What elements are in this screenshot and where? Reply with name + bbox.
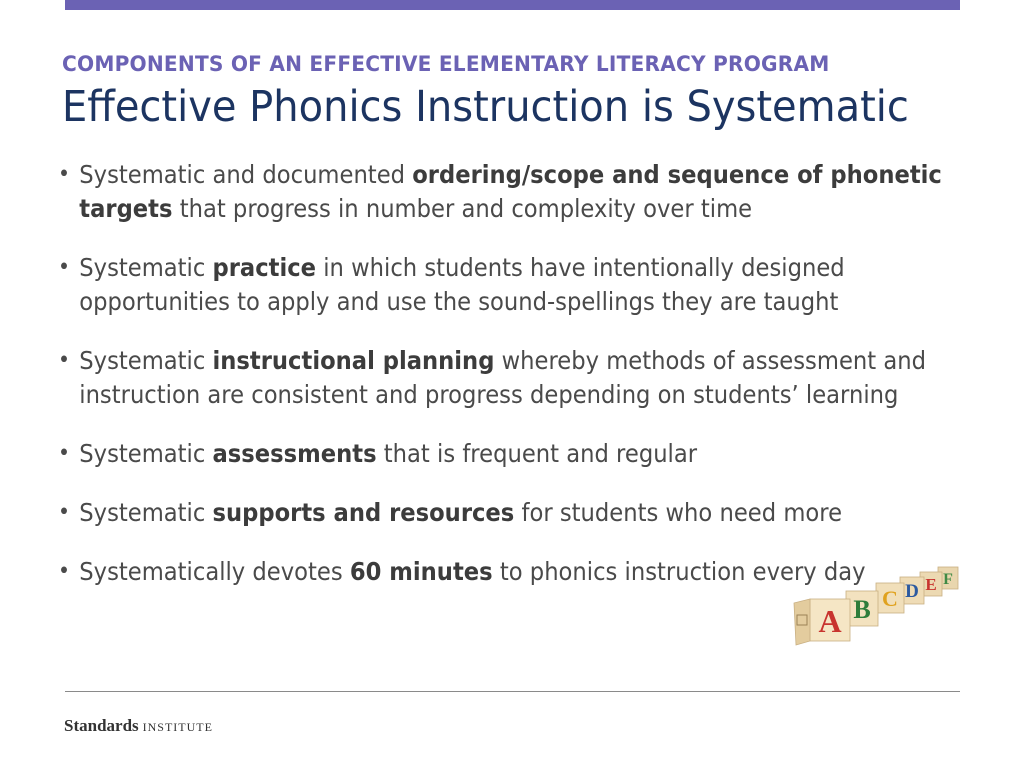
svg-text:C: C [882, 586, 898, 611]
brand-word-standards: Standards [64, 716, 139, 735]
bullet-dot: • [58, 348, 71, 373]
top-accent-bar [65, 0, 960, 10]
bullet-item [58, 344, 958, 412]
bullet-item [58, 496, 958, 530]
svg-text:A: A [818, 603, 842, 639]
bullet-item [58, 437, 958, 471]
bullet-text: Systematic and documented ordering/scope and sequence of phonetic targets that progress in number and complexity over time [79, 160, 942, 223]
bullet-text: Systematically devotes 60 minutes to phonics instruction every day [79, 557, 866, 586]
alphabet-blocks-icon [792, 555, 992, 675]
bullet-dot: • [58, 255, 71, 280]
block-side [794, 599, 810, 645]
footer-divider [65, 691, 960, 692]
svg-text:D: D [905, 581, 919, 602]
block-b [846, 591, 878, 626]
bullet-dot: • [58, 559, 71, 584]
svg-text:E: E [925, 575, 937, 594]
bullet-dot: • [58, 162, 71, 187]
bullet-text: Systematic assessments that is frequent and regular [79, 439, 698, 468]
bullet-item [58, 158, 958, 226]
bullet-text: Systematic practice in which students have intentionally designed opportunities to apply and use the sound-spellings they are taught [79, 253, 845, 316]
svg-text:B: B [853, 595, 871, 624]
section-kicker: COMPONENTS OF AN EFFECTIVE ELEMENTARY LITERACY PROGRAM [62, 52, 830, 76]
footer-brand-logo [64, 716, 213, 736]
svg-text:F: F [943, 571, 953, 588]
bullet-dot: • [58, 441, 71, 466]
bullet-dot: • [58, 500, 71, 525]
bullet-list [58, 158, 942, 614]
block-a [810, 599, 850, 641]
bullet-text: Systematic supports and resources for students who need more [79, 498, 843, 527]
brand-word-institute: INSTITUTE [142, 720, 213, 734]
bullet-text: Systematic instructional planning whereby methods of assessment and instruction are consistent and progress depending on students’ learning [79, 346, 926, 409]
block-c [876, 583, 904, 613]
bullet-item [58, 251, 958, 319]
slide-title: Effective Phonics Instruction is Systematic [62, 82, 909, 132]
